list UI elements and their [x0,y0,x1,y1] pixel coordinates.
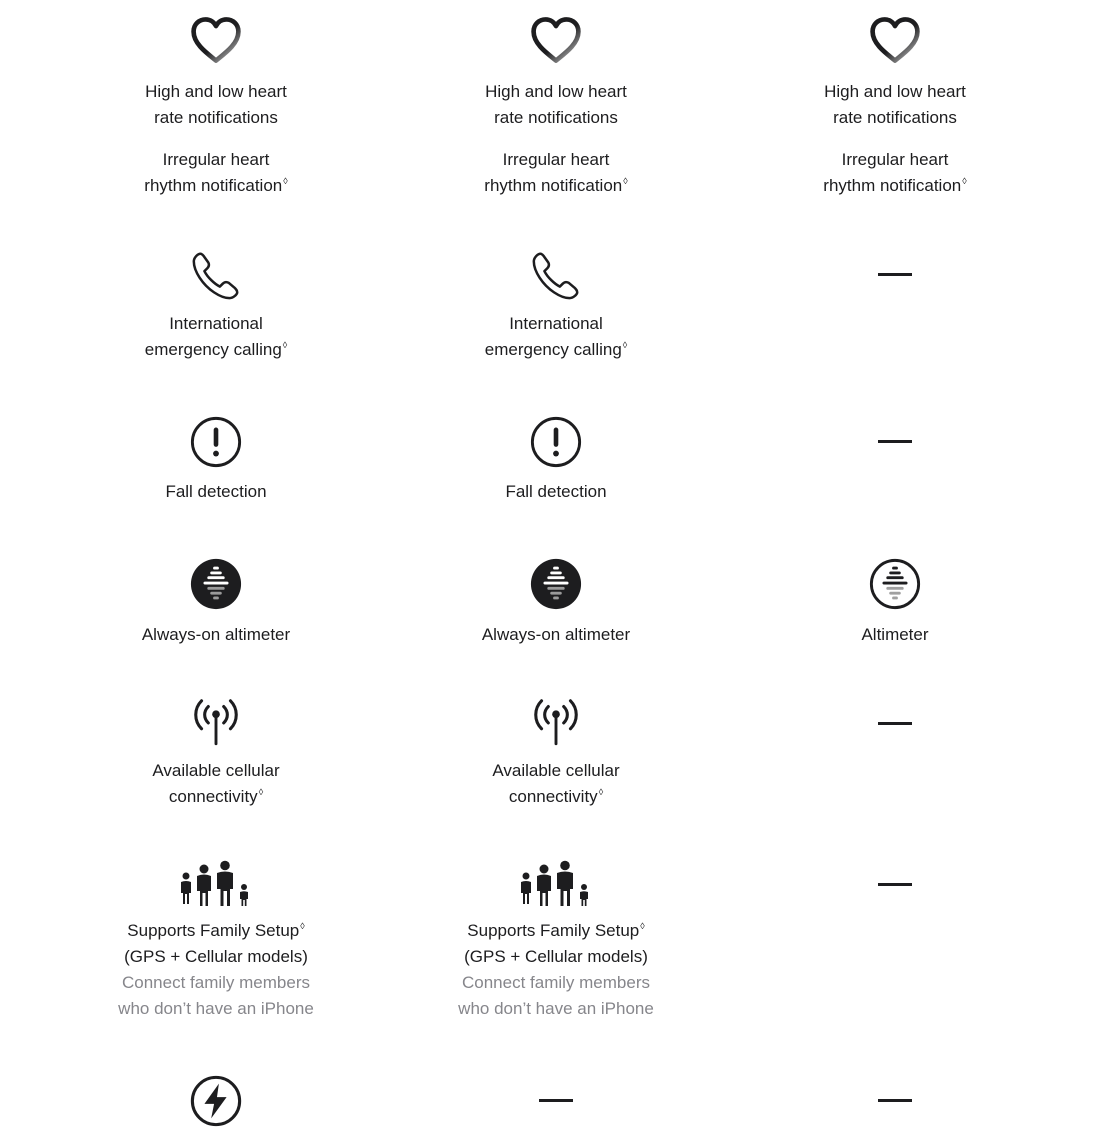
emergency-calling-feature [51,248,381,363]
family-setup-feature [51,860,381,1022]
not-available-dash [878,273,912,276]
footnote-mark: ◊ [258,787,264,798]
altimeter-feature [730,557,1060,648]
charging-not-available [730,1099,1060,1102]
heart-feature [391,14,721,199]
family-setup-not-available [730,883,1060,886]
antenna-icon [529,695,583,749]
antenna-icon [189,695,243,749]
altimeter-icon [529,557,583,611]
family-sub-line2: who don’t have an iPhone [118,999,314,1018]
altimeter-feature [391,557,721,648]
family-icon [516,860,596,908]
heart-outline-icon [528,14,584,66]
exclamation-circle-icon [529,415,583,469]
heart-feature [51,14,381,199]
cellular-label-line2: connectivity◊ [508,787,604,806]
not-available-dash [878,883,912,886]
model-column-3 [730,0,1060,1145]
irregular-rhythm-label-line1: Irregular heart [162,150,270,169]
heart-rate-label-line2: rate notifications [154,108,278,127]
altimeter-label: Always-on altimeter [481,625,631,644]
not-available-dash [878,722,912,725]
heart-rate-label-line1: High and low heart [145,82,287,101]
heart-outline-icon [188,14,244,66]
family-sub-line1: Connect family members [121,973,310,992]
cellular-label-line2: connectivity◊ [168,787,264,806]
irregular-rhythm-label-line1: Irregular heart [841,150,949,169]
footnote-mark: ◊ [283,176,288,187]
footnote-mark: ◊ [282,340,288,351]
heart-rate-label-line2: rate notifications [494,108,618,127]
model-column-2 [391,0,721,1145]
irregular-rhythm-label-line1: Irregular heart [502,150,610,169]
cellular-feature [391,695,721,810]
not-available-dash [878,1099,912,1102]
footnote-mark: ◊ [640,921,645,932]
charging-not-available [391,1099,721,1102]
emergency-label-line1: International [509,314,603,333]
emergency-not-available [730,273,1060,276]
irregular-rhythm-label-line2: rhythm notification◊ [823,176,967,195]
cellular-label-line1: Available cellular [492,761,620,780]
fall-detection-label: Fall detection [165,482,267,501]
family-label-line1: Supports Family Setup◊ [467,921,645,940]
altimeter-icon [189,557,243,611]
heart-feature [730,14,1060,199]
emergency-label-line2: emergency calling◊ [144,340,288,359]
emergency-label-line1: International [169,314,263,333]
not-available-dash [539,1099,573,1102]
emergency-label-line2: emergency calling◊ [484,340,628,359]
altimeter-feature [51,557,381,648]
footnote-mark: ◊ [622,340,628,351]
footnote-mark: ◊ [962,176,967,187]
fall-detection-feature [51,415,381,505]
exclamation-circle-icon [189,415,243,469]
emergency-calling-feature [391,248,721,363]
family-icon [176,860,256,908]
cellular-feature [51,695,381,810]
altimeter-icon [868,557,922,611]
heart-rate-label-line1: High and low heart [824,82,966,101]
family-label-line2: (GPS + Cellular models) [464,947,648,966]
altimeter-label: Always-on altimeter [141,625,291,644]
cellular-not-available [730,722,1060,725]
heart-rate-label-line2: rate notifications [833,108,957,127]
phone-icon [189,248,243,302]
cellular-label-line1: Available cellular [152,761,280,780]
fall-detection-label: Fall detection [505,482,607,501]
not-available-dash [878,440,912,443]
phone-icon [529,248,583,302]
lightning-circle-icon [189,1074,243,1128]
footnote-mark: ◊ [300,921,305,932]
family-sub-line1: Connect family members [461,973,650,992]
model-column-1 [51,0,381,1145]
footnote-mark: ◊ [598,787,604,798]
family-setup-feature [391,860,721,1022]
family-label-line1: Supports Family Setup◊ [127,921,305,940]
heart-outline-icon [867,14,923,66]
fall-detection-not-available [730,440,1060,443]
fall-detection-feature [391,415,721,505]
irregular-rhythm-label-line2: rhythm notification◊ [484,176,628,195]
family-label-line2: (GPS + Cellular models) [124,947,308,966]
family-sub-line2: who don’t have an iPhone [458,999,654,1018]
footnote-mark: ◊ [623,176,628,187]
altimeter-label: Altimeter [861,625,929,644]
heart-rate-label-line1: High and low heart [485,82,627,101]
charging-feature [51,1074,381,1128]
irregular-rhythm-label-line2: rhythm notification◊ [144,176,288,195]
